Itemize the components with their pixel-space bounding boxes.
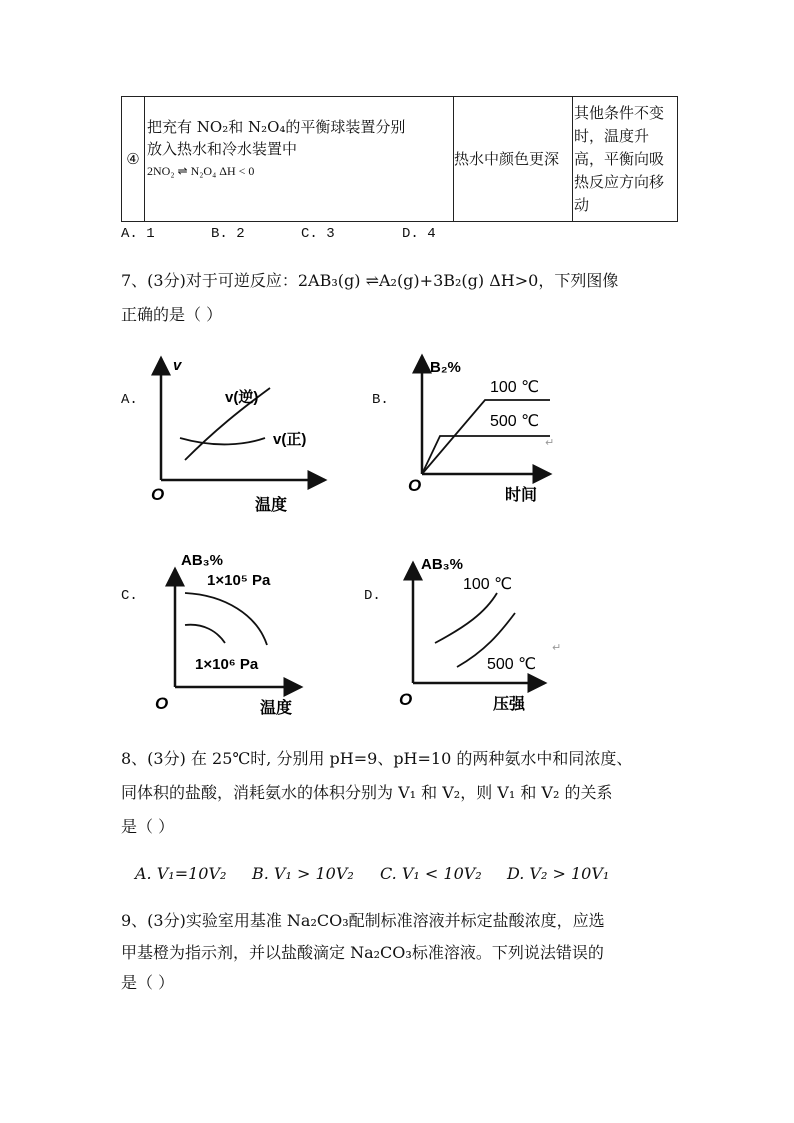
operation-line-2: 放入热水和冷水装置中	[147, 140, 298, 158]
phenomenon-cell: 热水中颜色更深	[454, 97, 573, 222]
curve-100c	[435, 593, 497, 643]
curve-label-v-reverse: v(逆)	[225, 389, 259, 406]
return-mark-icon: ↵	[552, 642, 562, 654]
q8-option-a: A. V₁=10V₂	[135, 864, 227, 883]
line-500c	[422, 436, 550, 474]
operation-line-1: 把充有 NO₂和 N₂O₄的平衡球装置分别	[147, 118, 406, 136]
y-axis-label: v	[173, 357, 182, 374]
q7-stem-line-1: 7、(3分)对于可逆反应：2AB₃(g) ⇌A₂(g)+3B₂(g) ΔH>0，下列图像	[121, 271, 619, 290]
y-axis-label: B₂%	[430, 359, 461, 376]
q8-stem-line-3: 是（ ）	[121, 817, 175, 836]
graph-d	[395, 545, 570, 720]
reaction-equation: 2NO₂ ⇌ N₂O₄ ΔH < 0	[147, 164, 255, 178]
q6-option-d: D. 4	[402, 226, 436, 242]
line-label-100c: 100 ℃	[490, 379, 540, 396]
curve-label-v-forward: v(正)	[273, 431, 307, 448]
q6-option-c: C. 3	[301, 226, 335, 242]
x-axis-label: 温度	[260, 700, 293, 717]
row-number: ④	[122, 97, 145, 222]
q9-stem-line-1: 9、(3分)实验室用基准 Na₂CO₃配制标准溶液并标定盐酸浓度，应选	[121, 911, 605, 930]
origin-label: O	[399, 690, 413, 709]
q8-option-d: D. V₂ > 10V₁	[507, 864, 610, 883]
curve-label-1e5-pa: 1×10⁵ Pa	[207, 572, 271, 589]
curve-1e6-pa	[185, 625, 225, 643]
table-row	[122, 97, 678, 222]
line-100c	[422, 400, 550, 474]
curve-v-forward	[180, 438, 265, 444]
curve-1e5-pa	[185, 593, 267, 645]
graph-c	[145, 545, 320, 720]
origin-label: O	[408, 476, 422, 495]
conclusion-cell: 其他条件不变时，温度升高，平衡向吸热反应方向移动	[573, 97, 678, 222]
curve-label-1e6-pa: 1×10⁶ Pa	[195, 656, 259, 673]
graph-a	[145, 350, 340, 515]
q8-stem-line-1: 8、(3分) 在 25℃时, 分别用 pH=9、pH=10 的两种氨水中和同浓度、	[121, 749, 633, 768]
y-axis-label: AB₃%	[421, 556, 463, 573]
x-axis-label: 温度	[255, 497, 288, 514]
curve-label-100c: 100 ℃	[463, 576, 513, 593]
graph-d-label: D.	[364, 588, 381, 604]
operation-cell	[145, 97, 454, 222]
graph-a-label: A.	[121, 392, 138, 408]
experiment-table	[121, 96, 678, 222]
return-mark-icon: ↵	[545, 437, 555, 449]
q6-option-a: A. 1	[121, 226, 155, 242]
x-axis-label: 压强	[493, 696, 526, 713]
q7-stem-line-2: 正确的是（ ）	[121, 305, 223, 324]
q9-stem-line-3: 是（ ）	[121, 973, 175, 992]
graph-b-label: B.	[372, 392, 389, 408]
line-label-500c: 500 ℃	[490, 413, 540, 430]
y-axis-label: AB₃%	[181, 552, 223, 569]
origin-label: O	[155, 694, 169, 713]
q8-option-b: B. V₁ > 10V₂	[252, 864, 354, 883]
q8-stem-line-2: 同体积的盐酸，消耗氨水的体积分别为 V₁ 和 V₂，则 V₁ 和 V₂ 的关系	[121, 783, 613, 802]
q6-option-b: B. 2	[211, 226, 245, 242]
origin-label: O	[151, 485, 165, 504]
q9-stem-line-2: 甲基橙为指示剂，并以盐酸滴定 Na₂CO₃标准溶液。下列说法错误的	[121, 943, 604, 962]
graph-b	[400, 350, 600, 515]
graph-c-label: C.	[121, 588, 138, 604]
curve-label-500c: 500 ℃	[487, 656, 537, 673]
x-axis-label: 时间	[505, 487, 538, 504]
q8-option-c: C. V₁ < 10V₂	[380, 864, 482, 883]
